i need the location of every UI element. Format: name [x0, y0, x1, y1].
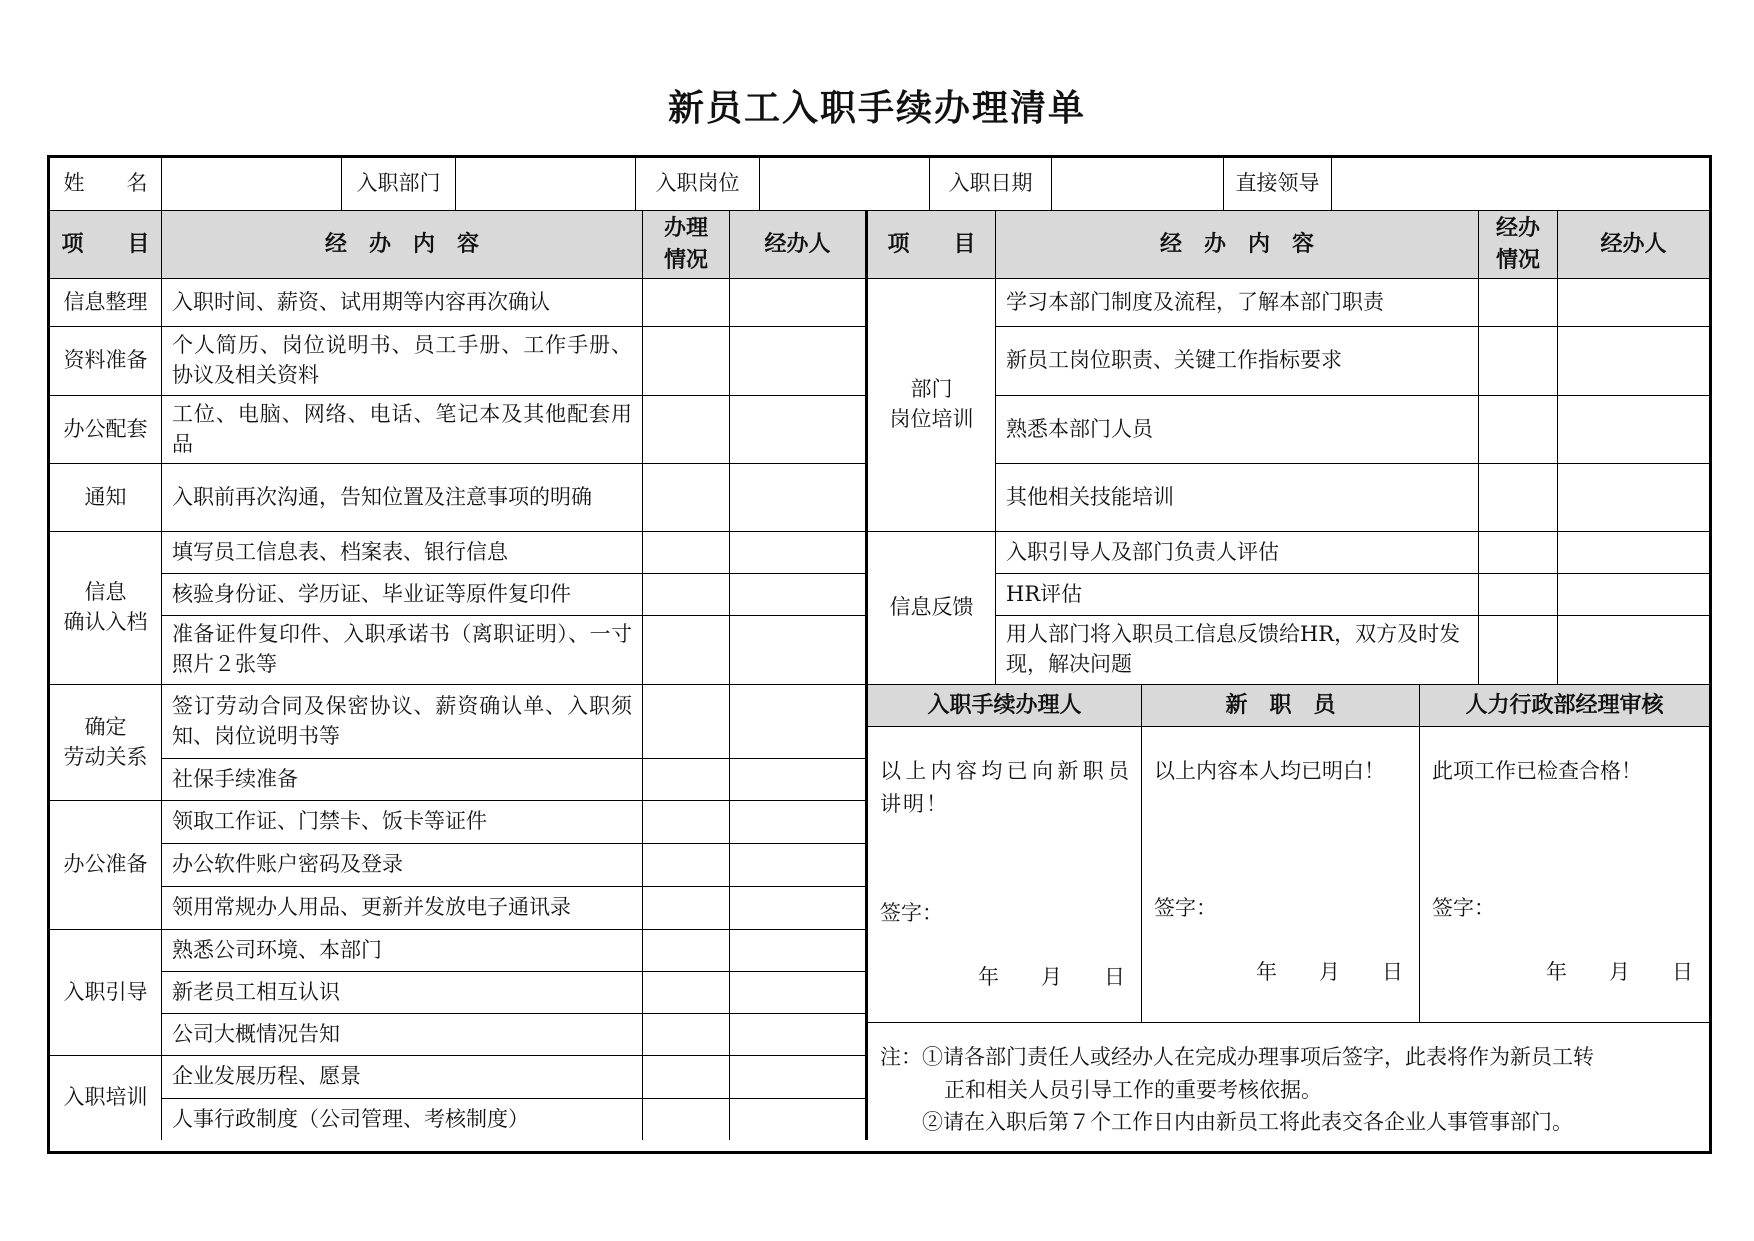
task-content	[996, 396, 1479, 464]
handler-signature-cell[interactable]	[730, 930, 868, 972]
section-label	[50, 801, 162, 930]
signature-label: 签字：	[880, 901, 943, 925]
task-content	[162, 685, 643, 759]
section-label	[868, 532, 996, 685]
task-content-text: 用人部门将入职员工信息反馈给HR，双方及时发现，解决问题	[1006, 622, 1461, 676]
task-content-text: 准备证件复印件、入职承诺书（离职证明）、一寸照片２张等	[172, 622, 632, 676]
status-checkbox-cell[interactable]	[1479, 327, 1558, 396]
handler-signature-cell[interactable]	[730, 616, 868, 685]
status-checkbox-cell[interactable]	[643, 574, 730, 616]
task-content	[162, 930, 643, 972]
info-label	[636, 158, 760, 211]
task-content	[162, 327, 643, 396]
status-checkbox-cell[interactable]	[643, 887, 730, 930]
sign-heading	[1420, 685, 1709, 727]
handler-signature-cell[interactable]	[730, 464, 868, 532]
status-checkbox-cell[interactable]	[643, 327, 730, 396]
task-content	[996, 464, 1479, 532]
signature-box[interactable]	[1142, 727, 1420, 1023]
task-content-text: 工位、电脑、网络、电话、笔记本及其他配套用品	[172, 401, 632, 456]
status-checkbox-cell[interactable]	[1479, 464, 1558, 532]
task-content-text: 填写员工信息表、档案表、银行信息	[172, 539, 508, 564]
section-label-text: 通知	[84, 484, 127, 509]
info-label-text: 入职岗位	[655, 171, 740, 196]
status-checkbox-cell[interactable]	[1479, 532, 1558, 574]
section-label-text: 入职培训	[63, 1085, 148, 1110]
info-label-text: 入职部门	[356, 171, 441, 196]
section-label-text: 信息整理	[63, 289, 148, 314]
section-label	[50, 930, 162, 1056]
date-label: 年 月 日	[1256, 960, 1403, 984]
header-content-text: 经 办 内 容	[1159, 230, 1314, 257]
task-content-text: 领取工作证、门禁卡、饭卡等证件	[172, 809, 487, 834]
note-line: ②请在入职后第７个工作日内由新员工将此表交各企业人事管事部门。	[922, 1110, 1573, 1135]
task-content	[162, 1014, 643, 1056]
section-label-text: 办公准备	[63, 852, 148, 877]
handler-signature-cell[interactable]	[730, 1099, 868, 1140]
section-label	[50, 279, 162, 327]
signature-label: 签字：	[1154, 896, 1217, 920]
confirmation-text: 此项工作已检查合格！	[1432, 759, 1642, 783]
info-label	[342, 158, 456, 211]
handler-signature-cell[interactable]	[730, 887, 868, 930]
task-content	[162, 616, 643, 685]
status-checkbox-cell[interactable]	[643, 930, 730, 972]
info-value-field[interactable]	[162, 158, 342, 211]
status-checkbox-cell[interactable]	[643, 685, 730, 759]
info-value-field[interactable]	[1052, 158, 1224, 211]
info-label	[930, 158, 1052, 211]
info-label	[1224, 158, 1332, 211]
confirmation-text: 以上内容本人均已明白！	[1154, 759, 1385, 783]
section-label	[868, 279, 996, 532]
header-handler-text: 经办人	[1600, 230, 1667, 257]
header-status	[643, 211, 730, 279]
task-content	[162, 801, 643, 844]
status-checkbox-cell[interactable]	[643, 616, 730, 685]
handler-signature-cell[interactable]	[1558, 464, 1709, 532]
section-label-text: 信息 确认入档	[63, 580, 148, 634]
header-content	[996, 211, 1479, 279]
signature-box[interactable]	[868, 727, 1142, 1023]
header-item	[50, 211, 162, 279]
task-content-text: 人事行政制度（公司管理、考核制度）	[172, 1106, 529, 1131]
task-content-text: 核验身份证、学历证、毕业证等原件复印件	[172, 581, 571, 606]
header-item	[868, 211, 996, 279]
status-checkbox-cell[interactable]	[643, 1099, 730, 1140]
task-content	[162, 759, 643, 801]
header-handler-text: 经办人	[764, 230, 831, 257]
task-content	[996, 327, 1479, 396]
task-content-text: 入职前再次沟通，告知位置及注意事项的明确	[172, 484, 592, 509]
task-content-text: 领用常规办人用品、更新并发放电子通讯录	[172, 895, 571, 920]
info-value-field[interactable]	[1332, 158, 1709, 211]
section-label-text: 入职引导	[63, 979, 148, 1004]
section-label-text: 部门 岗位培训	[889, 377, 974, 431]
task-content	[162, 972, 643, 1014]
task-content	[996, 279, 1479, 327]
task-content	[162, 1099, 643, 1140]
status-checkbox-cell[interactable]	[1479, 396, 1558, 464]
handler-signature-cell[interactable]	[730, 759, 868, 801]
task-content-text: 办公软件账户密码及登录	[172, 852, 403, 877]
task-content	[162, 574, 643, 616]
task-content-text: 公司大概情况告知	[172, 1021, 340, 1046]
status-checkbox-cell[interactable]	[1479, 279, 1558, 327]
header-content-text: 经 办 内 容	[324, 230, 479, 257]
handler-signature-cell[interactable]	[730, 396, 868, 464]
signature-box[interactable]	[1420, 727, 1709, 1023]
date-label: 年 月 日	[978, 965, 1125, 989]
status-checkbox-cell[interactable]	[643, 801, 730, 844]
header-item-text: 项 目	[61, 230, 150, 257]
task-content-text: 个人简历、岗位说明书、员工手册、工作手册、协议及相关资料	[172, 333, 632, 387]
checklist-table	[47, 155, 1712, 1154]
task-content-text: HR评估	[1006, 581, 1083, 606]
status-checkbox-cell[interactable]	[643, 844, 730, 887]
handler-signature-cell[interactable]	[730, 801, 868, 844]
task-content-text: 社保手续准备	[172, 766, 298, 791]
task-content	[996, 616, 1479, 685]
handler-signature-cell[interactable]	[730, 327, 868, 396]
task-content	[162, 532, 643, 574]
section-label	[50, 464, 162, 532]
task-content-text: 熟悉公司环境、本部门	[172, 937, 382, 962]
page-title: 新员工入职手续办理清单	[667, 87, 1086, 129]
info-label-text: 直接领导	[1235, 171, 1320, 196]
info-value-field[interactable]	[760, 158, 930, 211]
sign-heading	[868, 685, 1142, 727]
confirmation-text: 以上内容均已向新职员讲明！	[880, 759, 1131, 816]
handler-signature-cell[interactable]	[730, 1056, 868, 1099]
info-label	[50, 158, 162, 211]
section-label-text: 信息反馈	[889, 595, 974, 620]
status-checkbox-cell[interactable]	[643, 396, 730, 464]
header-status	[1479, 211, 1558, 279]
task-content-text: 入职引导人及部门负责人评估	[1006, 539, 1279, 564]
section-label	[50, 685, 162, 801]
section-label-text: 确定 劳动关系	[63, 714, 148, 769]
task-content-text: 入职时间、薪资、试用期等内容再次确认	[172, 289, 550, 314]
info-label-text: 姓 名	[63, 171, 148, 196]
task-content	[162, 844, 643, 887]
status-checkbox-cell[interactable]	[643, 1014, 730, 1056]
signature-label: 签字：	[1432, 896, 1495, 920]
status-checkbox-cell[interactable]	[643, 972, 730, 1014]
task-content	[162, 1056, 643, 1099]
section-label-text: 办公配套	[63, 416, 148, 441]
task-content	[996, 574, 1479, 616]
status-checkbox-cell[interactable]	[643, 279, 730, 327]
status-checkbox-cell[interactable]	[1479, 574, 1558, 616]
task-content-text: 企业发展历程、愿景	[172, 1064, 361, 1089]
status-checkbox-cell[interactable]	[643, 532, 730, 574]
task-content	[162, 396, 643, 464]
header-status-text: 办理 情况	[663, 215, 708, 273]
sign-heading	[1142, 685, 1420, 727]
handler-signature-cell[interactable]	[1558, 279, 1709, 327]
section-label-text: 资料准备	[63, 348, 148, 373]
note-line: 注：①请各部门责任人或经办人在完成办理事项后签字，此表将作为新员工转	[880, 1045, 1594, 1069]
task-content	[996, 532, 1479, 574]
handler-signature-cell[interactable]	[730, 574, 868, 616]
handler-signature-cell[interactable]	[1558, 327, 1709, 396]
handler-signature-cell[interactable]	[730, 685, 868, 759]
task-content-text: 新员工岗位职责、关键工作指标要求	[1006, 348, 1342, 373]
status-checkbox-cell[interactable]	[643, 464, 730, 532]
section-label	[50, 1056, 162, 1140]
sign-heading-text: 新 职 员	[1225, 691, 1336, 718]
header-item-text: 项 目	[887, 230, 976, 257]
task-content	[162, 279, 643, 327]
header-handler	[1558, 211, 1709, 279]
task-content-text: 签订劳动合同及保密协议、薪资确认单、入职须知、岗位说明书等	[172, 693, 632, 748]
task-content-text: 其他相关技能培训	[1006, 484, 1174, 509]
handler-signature-cell[interactable]	[730, 279, 868, 327]
header-content	[162, 211, 643, 279]
task-content	[162, 887, 643, 930]
note-line: 正和相关人员引导工作的重要考核依据。	[944, 1077, 1322, 1102]
task-content-text: 新老员工相互认识	[172, 979, 340, 1004]
status-checkbox-cell[interactable]	[643, 1056, 730, 1099]
handler-signature-cell[interactable]	[1558, 396, 1709, 464]
handler-signature-cell[interactable]	[730, 532, 868, 574]
section-label	[50, 532, 162, 685]
date-label: 年 月 日	[1546, 960, 1693, 984]
info-label-text: 入职日期	[948, 171, 1033, 196]
info-value-field[interactable]	[456, 158, 636, 211]
status-checkbox-cell[interactable]	[643, 759, 730, 801]
handler-signature-cell[interactable]	[730, 972, 868, 1014]
header-status-text: 经办 情况	[1495, 215, 1540, 273]
handler-signature-cell[interactable]	[1558, 532, 1709, 574]
section-label	[50, 327, 162, 396]
task-content-text: 学习本部门制度及流程，了解本部门职责	[1006, 289, 1384, 314]
handler-signature-cell[interactable]	[730, 844, 868, 887]
task-content	[162, 464, 643, 532]
section-label	[50, 396, 162, 464]
handler-signature-cell[interactable]	[730, 1014, 868, 1056]
sign-heading-text: 入职手续办理人	[927, 691, 1082, 718]
task-content-text: 熟悉本部门人员	[1006, 416, 1153, 441]
footnotes	[880, 1041, 1697, 1139]
status-checkbox-cell[interactable]	[1479, 616, 1558, 685]
sign-heading-text: 人力行政部经理审核	[1465, 691, 1664, 718]
handler-signature-cell[interactable]	[1558, 616, 1709, 685]
header-handler	[730, 211, 868, 279]
handler-signature-cell[interactable]	[1558, 574, 1709, 616]
